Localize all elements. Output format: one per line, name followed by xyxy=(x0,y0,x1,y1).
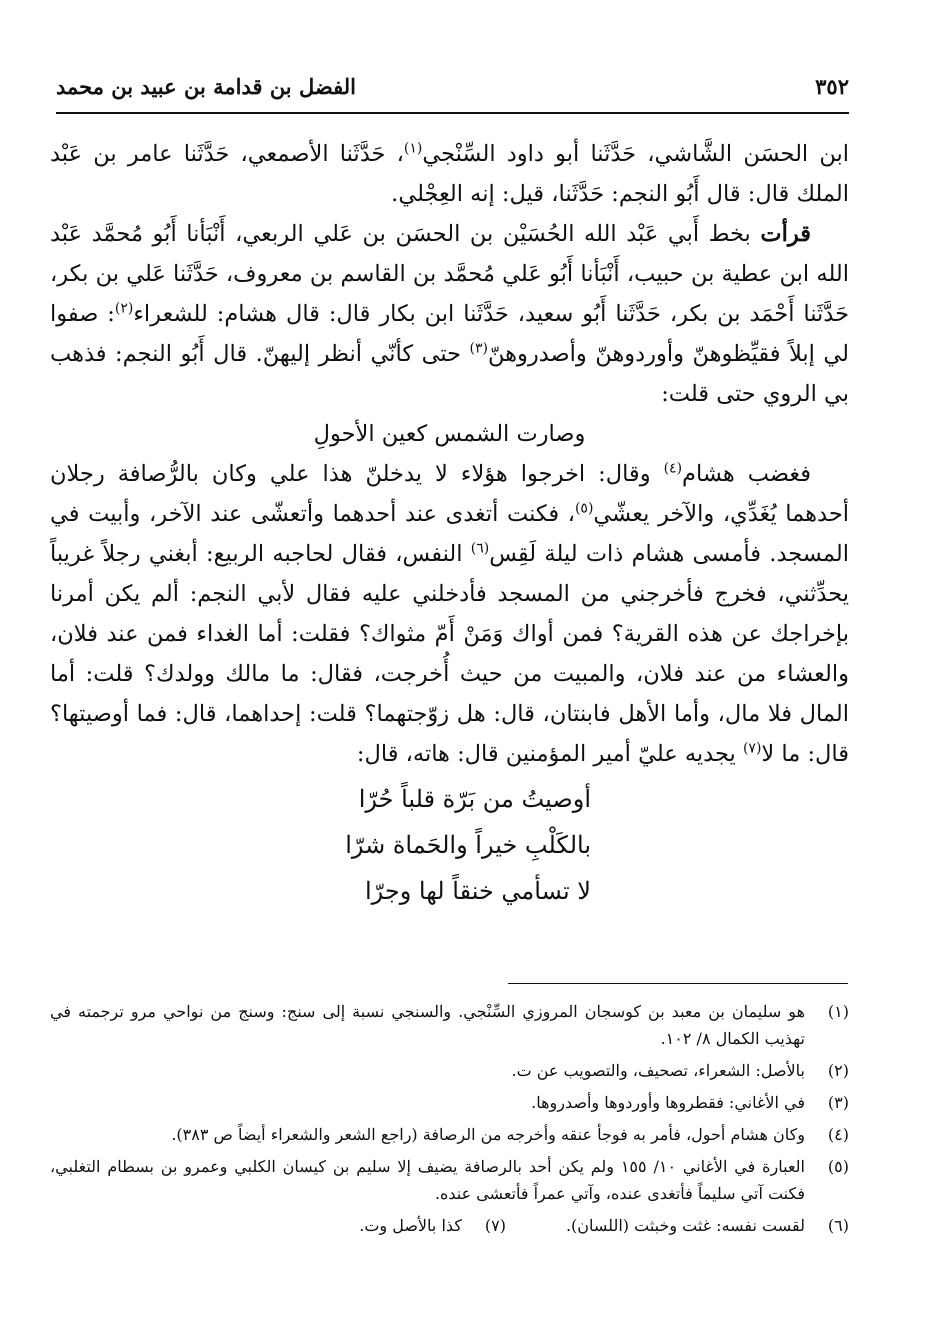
running-head xyxy=(56,66,849,106)
qara-t-lead: قرأت xyxy=(760,221,811,247)
footnote-number: (٣) xyxy=(827,1093,849,1112)
footnote-ref-3[interactable]: (٣) xyxy=(469,340,488,357)
text-run: ابن الحسَن الشَّاشي، حَدَّثَنا أبو داود السِّنْجي xyxy=(422,141,850,167)
footnote-number: (٤) xyxy=(827,1125,849,1144)
footnote-text: لقست نفسه: غثت وخبثت (اللسان). xyxy=(565,1216,805,1235)
footnote-7 xyxy=(359,1212,506,1239)
text-run: وقال: اخرجوا هؤلاء لا يدخلنّ هذا علي وكان بالرُّصافة رجلان أحدهما يُغَدِّي، والآخر يعشّي xyxy=(50,461,849,527)
paragraph-3 xyxy=(50,454,849,774)
poem-line: بالكَلْبِ خيراً والحَماة شرّا xyxy=(345,831,591,859)
verse-line: وصارت الشمس كعين الأحولِ xyxy=(313,421,586,447)
main-text xyxy=(50,134,849,914)
footnote-3 xyxy=(50,1089,849,1116)
footnote-text: في الأغاني: فقطروها وأوردوها وأصدروها. xyxy=(531,1093,805,1112)
footnote-ref-2[interactable]: (٢) xyxy=(114,300,134,317)
footnote-6 xyxy=(566,1212,849,1239)
footnote-1 xyxy=(50,998,849,1052)
footnote-text: بالأصل: الشعراء، تصحيف، والتصويب عن ت. xyxy=(511,1061,805,1080)
footnotes xyxy=(50,998,849,1239)
footnote-number: (٢) xyxy=(827,1061,849,1080)
page-number: ٣٥٢ xyxy=(815,73,849,99)
poem-line: أوصيتُ من بَرّة قلباً حُرّا xyxy=(358,785,591,813)
text-run: ، فكنت أتغدى عند أحدهما وأتعشّى عند الآخر، وأبيت في المسجد. فأمسى هشام ذات ليلة لَقِس xyxy=(50,501,849,567)
text-run: يجديه عليّ أمير المؤمنين قال: هاته، قال: xyxy=(356,741,743,767)
footnote-number: (٦) xyxy=(827,1216,849,1235)
poem-line: لا تسأمي خنقاً لها وجرّا xyxy=(364,877,591,905)
paragraph-1 xyxy=(50,134,849,214)
text-run: ، حَدَّثَنا الأصمعي، حَدَّثَنا عامر بن عَبْد الملك قال: قال أَبُو النجم: حَدَّثَنا، قيل: إنه العِجْلي. xyxy=(50,141,849,207)
footnote-row-6-7 xyxy=(50,1212,849,1239)
footnote-ref-7[interactable]: (٧) xyxy=(742,740,762,757)
footnote-rule xyxy=(508,983,848,984)
footnote-text: هو سليمان بن معبد بن كوسجان المروزي السِّنْجي. والسنجي نسبة إلى سنج: وسنج من نواحي مرو ترجمته في تهذيب الكمال ٨/ ١٠٢. xyxy=(50,1002,805,1048)
text-run: بخط أَبي عَبْد الله الحُسَيْن بن الحسَن بن عَلي الربعي، أَنْبَأنا أَبُو مُحمَّد عَبْد الله ابن عطية بن حبيب، أَنْبَأنا أَبُو عَلي مُحمَّد بن القاسم بن معروف، حَدَّثَنا عَلي بن بكر، حَدَّثَنا أَحْمَد بن بكر، حَدَّثَنا أَبُو سعيد، حَدَّثَنا ابن بكار قال: قال هشام: للشعراء xyxy=(50,221,849,327)
footnote-number: (١) xyxy=(827,1002,849,1021)
text-run: النفس، فقال لحاجبه الربيع: أبغني رجلاً غريباً يحدِّثني، فخرج فأخرجني من المسجد فأدخلني عليه فقال لأبي النجم: ألم يكن أمرنا بإخراجك عن هذه القرية؟ فمن أواك وَمَنْ أَمّ مثواك؟ فقلت: أما الغداء فمن عند فلان، والعشاء من عند فلان، والمبيت من حيث أُخرجت، فقال: ما مالك وولدك؟ قلت: أما المال فلا مال، وأما الأهل فابنتان، قال: هل زوّجتهما؟ قلت: إحداهما، قال: فما أوصيتها؟ قال: ما لا xyxy=(50,541,849,767)
footnote-number: (٧) xyxy=(484,1216,506,1235)
footnote-number: (٥) xyxy=(827,1157,849,1176)
footnote-text: كذا بالأصل وت. xyxy=(359,1216,462,1235)
footnote-2 xyxy=(50,1057,849,1084)
text-run: فغضب هشام xyxy=(682,461,811,487)
header-rule xyxy=(56,112,849,114)
footnote-5 xyxy=(50,1153,849,1207)
footnote-text: العبارة في الأغاني ١٠/ ١٥٥ ولم يكن أحد بالرصافة يضيف إلا سليم بن كيسان الكلبي وعمرو بن بسطام التغلبي، فكنت آتي سليماً فأتغدى عنده، وآتي عمراً فأتعشى عنده. xyxy=(50,1157,805,1203)
footnote-4 xyxy=(50,1121,849,1148)
footnote-ref-1[interactable]: (١) xyxy=(403,140,423,157)
text-run: حتى كأنّي أنظر إليهنّ. قال أَبُو النجم: فذهب بي الروي حتى قلت: xyxy=(50,341,849,407)
footnote-text: وكان هشام أحول، فأمر به فوجأ عنقه وأخرجه من الرصافة (راجع الشعر والشعراء أيضاً ص ٣٨٣). xyxy=(171,1125,805,1144)
poem xyxy=(50,776,591,914)
footnote-ref-6[interactable]: (٦) xyxy=(470,540,490,557)
footnote-ref-4[interactable]: (٤) xyxy=(663,460,683,477)
running-title: الفضل بن قدامة بن عبيد بن محمد xyxy=(56,73,356,99)
text-run: : صفوا لي إبلاً فقيِّظوهنّ وأوردوهنّ وأصدروهنّ xyxy=(50,301,850,367)
footnote-ref-5[interactable]: (٥) xyxy=(574,500,594,517)
paragraph-2 xyxy=(50,214,849,414)
